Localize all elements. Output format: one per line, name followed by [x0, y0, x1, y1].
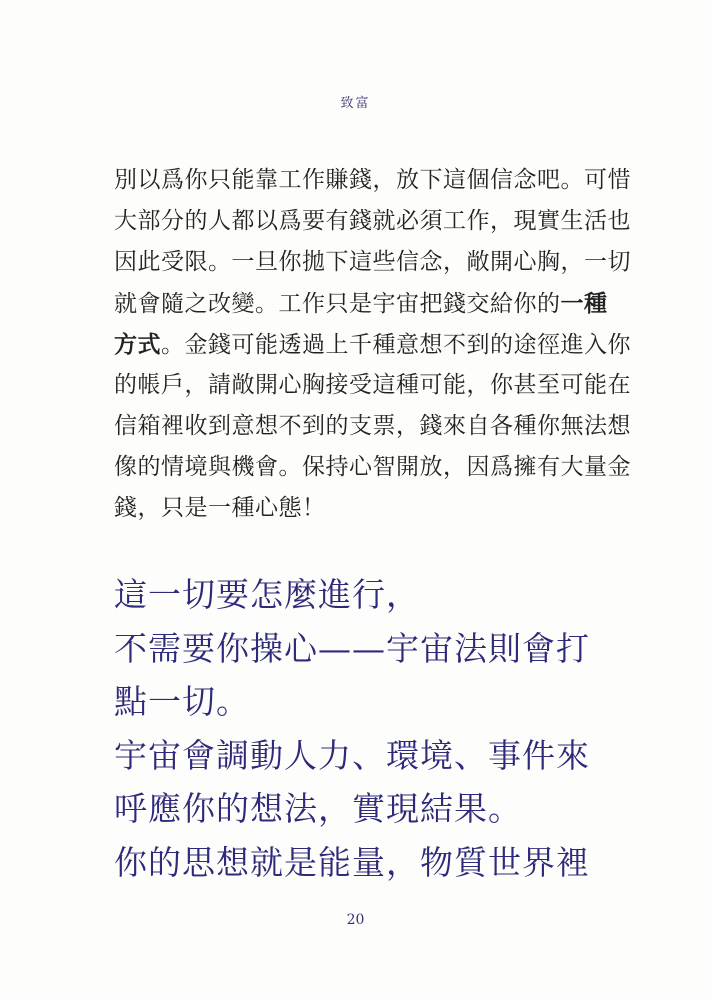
body-line-9: 錢，只是一種心態！: [114, 495, 326, 521]
pullquote-line-1: 這一切要怎麼進行，: [114, 575, 420, 614]
body-line-1: 別以爲你只能靠工作賺錢，放下這個信念吧。可惜: [114, 167, 631, 193]
body-line-4-text: 就會隨之改變。工作只是宇宙把錢交給你的: [114, 291, 561, 317]
pullquote-line-2: 不需要你操心——宇宙法則會打: [114, 628, 590, 668]
emphasis-fangshi: 方式: [114, 331, 161, 358]
body-line-5-text: 。金錢可能透過上千種意想不到的途徑進入你: [161, 332, 631, 358]
body-paragraph: [114, 160, 631, 529]
pullquote-line-4: 宇宙會調動人力、環境、事件來: [114, 735, 590, 775]
pullquote-line-6: 你的思想就是能量，物質世界裡: [114, 842, 590, 882]
body-line-7: 信箱裡收到意想不到的支票，錢來自各種你無法想: [114, 413, 631, 439]
body-line-4: [114, 283, 608, 324]
pullquote-line-3: 點一切。: [114, 682, 250, 721]
body-line-2: 大部分的人都以爲要有錢就必須工作，現實生活也: [114, 208, 631, 234]
pull-quote: [114, 568, 614, 889]
body-line-5: [114, 324, 631, 365]
body-line-3: 因此受限。一旦你拋下這些信念，敞開心胸，一切: [114, 249, 631, 275]
body-line-8: 像的情境與機會。保持心智開放，因爲擁有大量金: [114, 454, 631, 480]
page-number: 20: [346, 912, 365, 928]
pullquote-line-5: 呼應你的想法，實現結果。: [114, 789, 522, 828]
running-head: 致富: [340, 96, 371, 111]
emphasis-yizhong: 一種: [560, 290, 608, 317]
body-line-6: 的帳戶，請敞開心胸接受這種可能，你甚至可能在: [114, 372, 631, 398]
